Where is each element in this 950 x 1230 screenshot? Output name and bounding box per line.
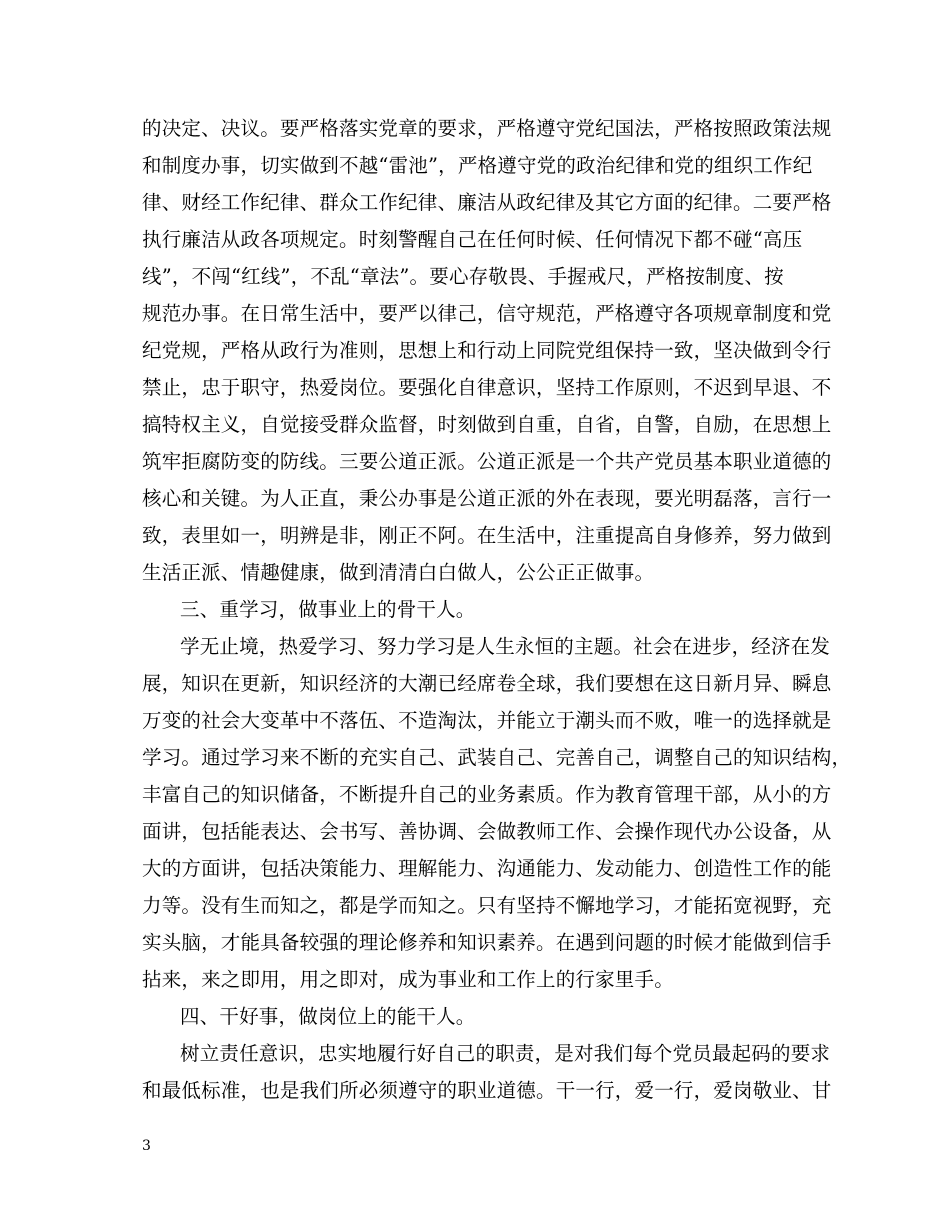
text-line: 实头脑，才能具备较强的理论修养和知识素养。在遇到问题的时候才能做到信手 <box>142 931 832 954</box>
text-line: 的决定、决议。要严格落实党章的要求，严格遵守党纪国法，严格按照政策法规 <box>142 117 832 140</box>
text-line: 和制度办事，切实做到不越“雷池”，严格遵守党的政治纪律和党的组织工作纪 <box>142 154 813 177</box>
text-line: 致，表里如一，明辨是非，刚正不阿。在生活中，注重提高自身修养，努力做到 <box>142 524 832 547</box>
text-line: 核心和关键。为人正直，秉公办事是公道正派的外在表现，要光明磊落，言行一 <box>142 487 832 510</box>
text-line: 学无止境，热爱学习、努力学习是人生永恒的主题。社会在进步，经济在发 <box>180 635 831 658</box>
text-line: 律、财经工作纪律、群众工作纪律、廉洁从政纪律及其它方面的纪律。二要严格 <box>142 191 832 214</box>
section-heading: 三、重学习，做事业上的骨干人。 <box>180 598 476 621</box>
text-line: 线”，不闯“红线”，不乱“章法”。要心存敬畏、手握戒尺，严格按制度、按 <box>142 265 784 288</box>
page-number: 3 <box>142 1138 151 1154</box>
text-line: 规范办事。在日常生活中，要严以律己，信守规范，严格遵守各项规章制度和党 <box>142 302 832 325</box>
text-line: 执行廉洁从政各项规定。时刻警醒自己在任何时候、任何情况下都不碰“高压 <box>142 228 803 251</box>
text-line: 和最低标准，也是我们所必须遵守的职业道德。干一行，爱一行，爱岗敬业、甘 <box>142 1079 832 1102</box>
text-line: 万变的社会大变革中不落伍、不造淘汰，并能立于潮头而不败，唯一的选择就是 <box>142 709 832 732</box>
text-line: 纪党规，严格从政行为准则，思想上和行动上同院党组保持一致，坚决做到令行 <box>142 339 832 362</box>
text-line: 丰富自己的知识储备，不断提升自己的业务素质。作为教育管理干部，从小的方 <box>142 783 832 806</box>
text-line: 面讲，包括能表达、会书写、善协调、会做教师工作、会操作现代办公设备，从 <box>142 820 832 843</box>
text-line: 学习。通过学习来不断的充实自己、武装自己、完善自己，调整自己的知识结构， <box>142 746 852 769</box>
text-line: 筑牢拒腐防变的防线。三要公道正派。公道正派是一个共产党员基本职业道德的 <box>142 450 832 473</box>
text-line: 生活正派、情趣健康，做到清清白白做人，公公正正做事。 <box>142 561 655 584</box>
text-line: 力等。没有生而知之，都是学而知之。只有坚持不懈地学习，才能拓宽视野，充 <box>142 894 832 917</box>
text-line: 展，知识在更新，知识经济的大潮已经席卷全球，我们要想在这日新月异、瞬息 <box>142 672 832 695</box>
text-line: 树立责任意识，忠实地履行好自己的职责，是对我们每个党员最起码的要求 <box>180 1042 831 1065</box>
text-line: 大的方面讲，包括决策能力、理解能力、沟通能力、发动能力、创造性工作的能 <box>142 857 832 880</box>
text-line: 拈来，来之即用，用之即对，成为事业和工作上的行家里手。 <box>142 968 674 991</box>
text-line: 禁止，忠于职守，热爱岗位。要强化自律意识，坚持工作原则，不迟到早退、不 <box>142 376 832 399</box>
section-heading: 四、干好事，做岗位上的能干人。 <box>180 1005 476 1028</box>
text-line: 搞特权主义，自觉接受群众监督，时刻做到自重，自省，自警，自励，在思想上 <box>142 413 832 436</box>
